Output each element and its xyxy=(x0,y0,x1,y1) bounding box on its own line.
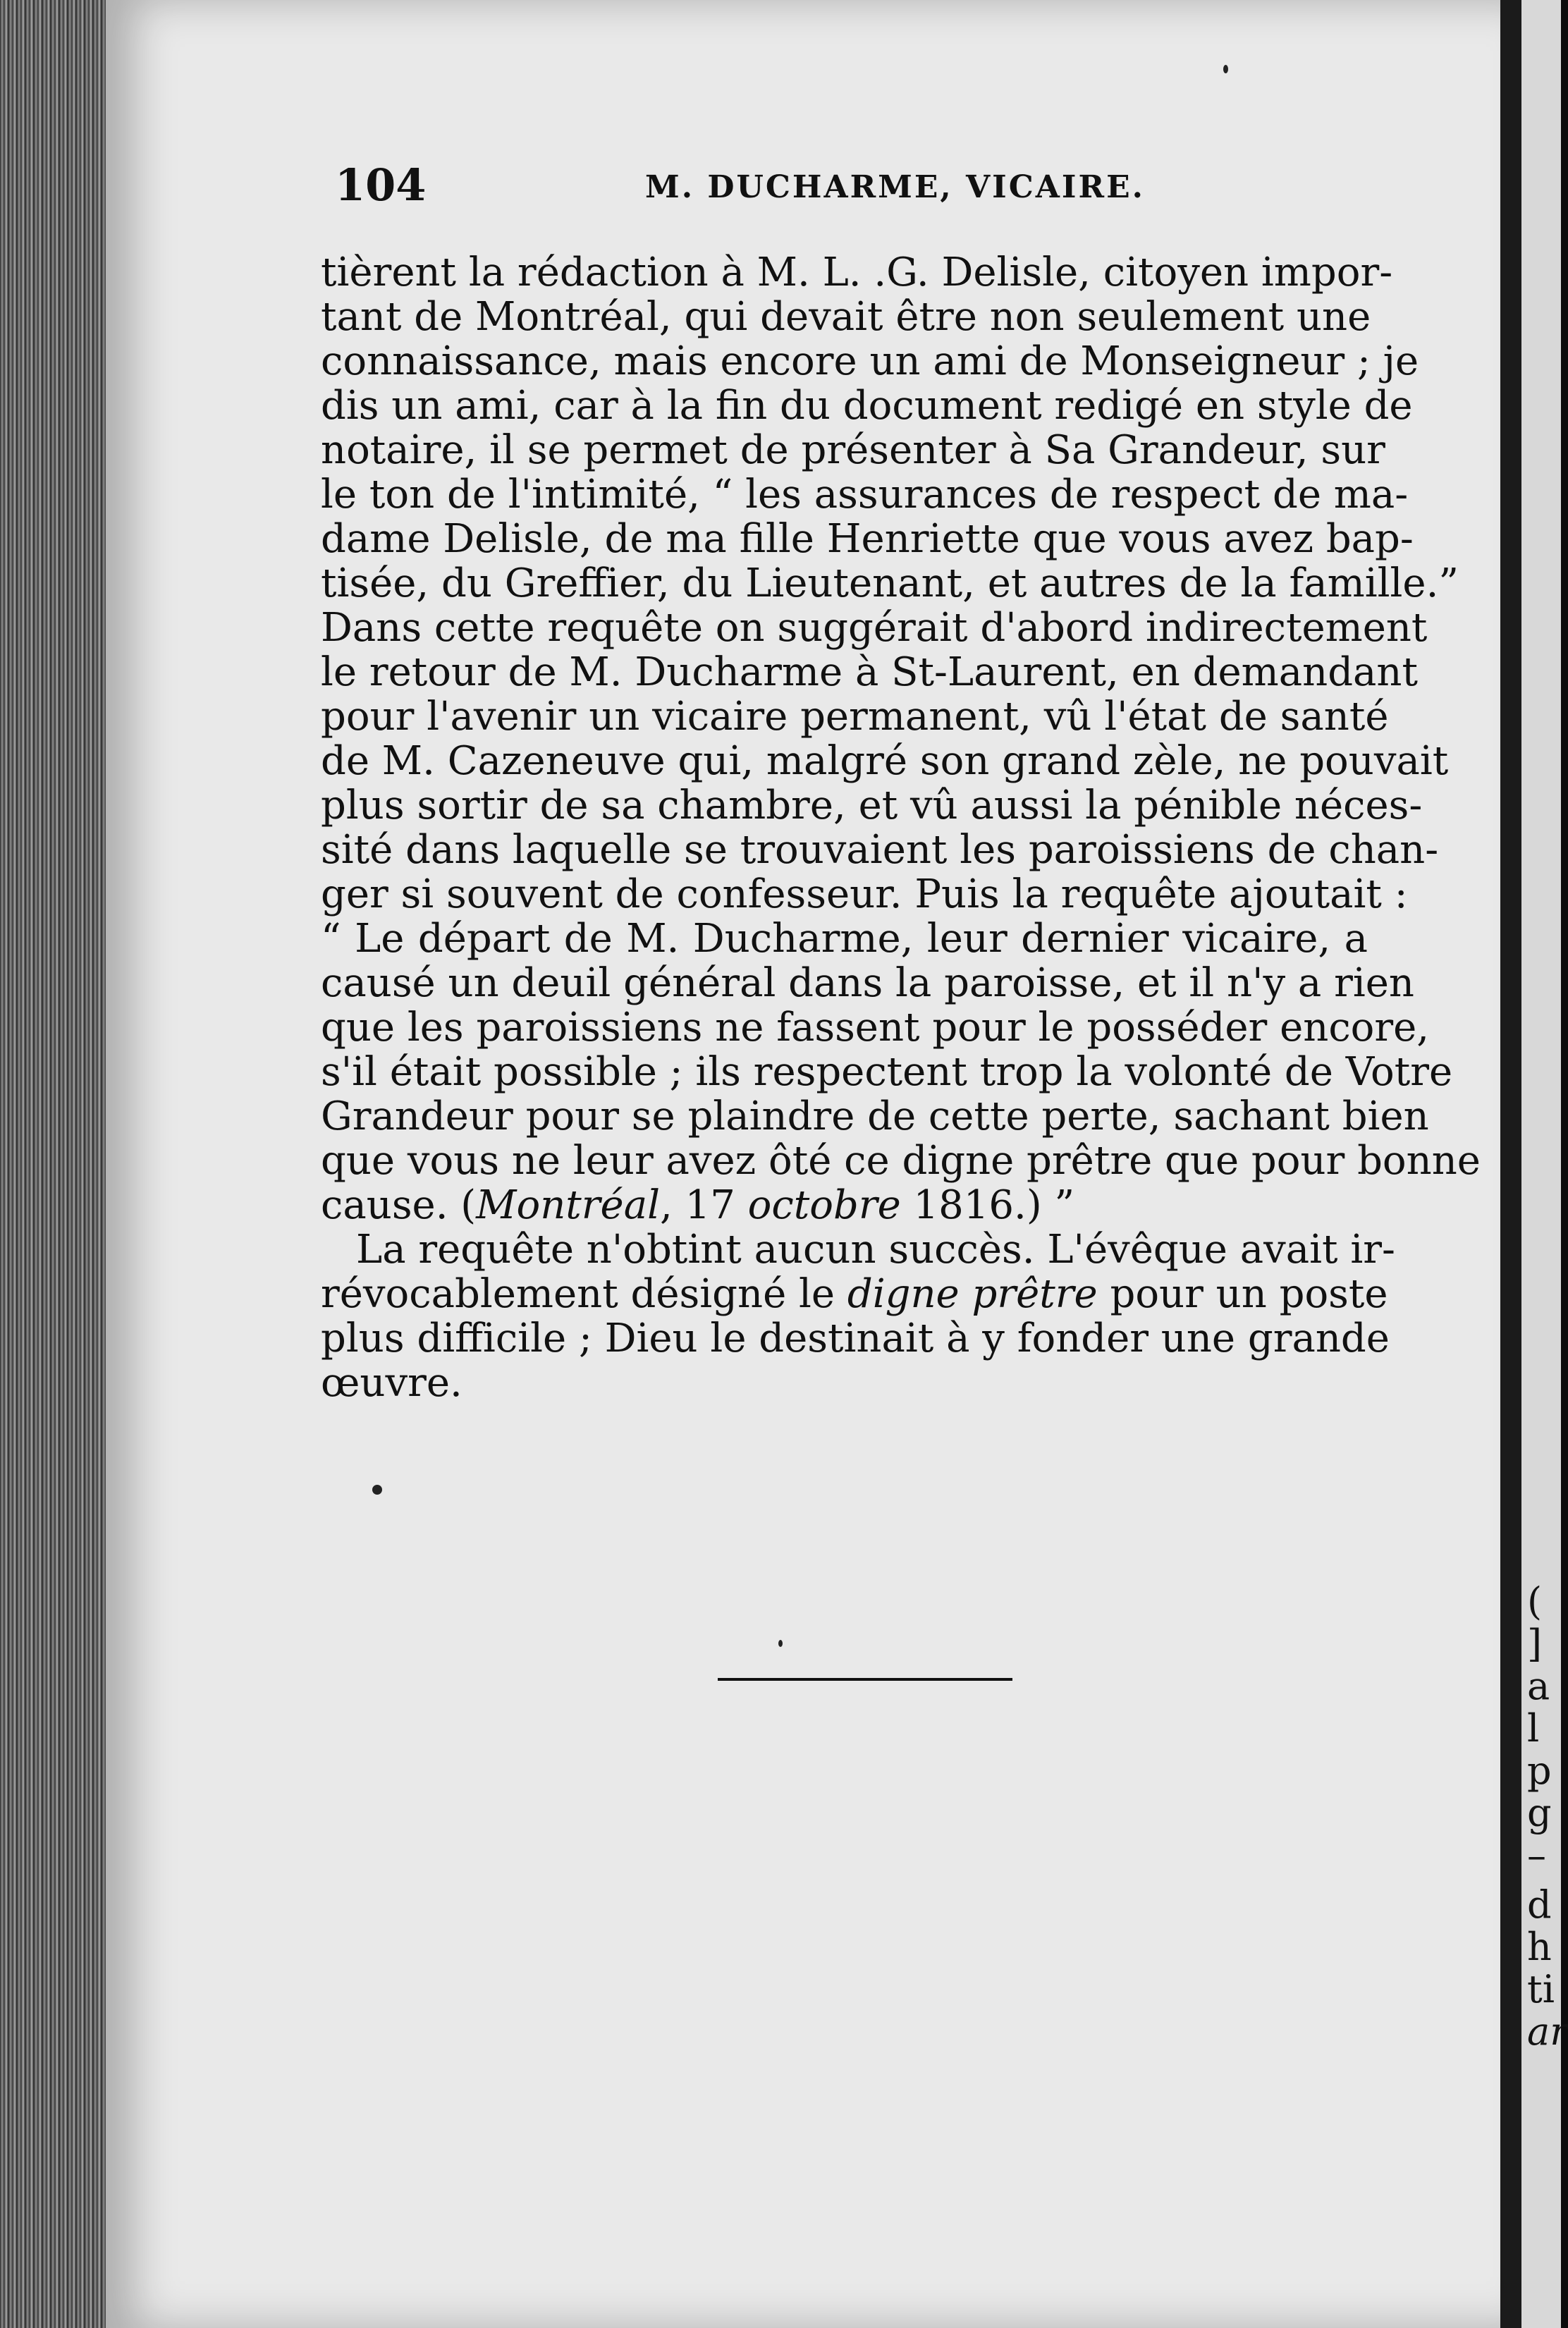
facing-page-fragment: h xyxy=(1527,1925,1552,1969)
body-text xyxy=(321,250,1481,1406)
section-rule xyxy=(718,1678,1012,1681)
facing-page-fragment: d xyxy=(1527,1882,1552,1927)
text-line: de M. Cazeneuve qui, malgré son grand zèle, ne pouvait xyxy=(321,738,1449,784)
text-line: tant de Montréal, qui devait être non seulement une xyxy=(321,294,1371,340)
text-line: ger si souvent de confesseur. Puis la requête ajoutait : xyxy=(321,871,1408,917)
text-fragment: cause. ( xyxy=(321,1182,477,1228)
text-line: le ton de l'intimité, “ les assurances de respect de ma- xyxy=(321,472,1409,517)
text-line: s'il était possible ; ils respectent trop la volonté de Votre xyxy=(321,1049,1453,1095)
text-line: tisée, du Greffier, du Lieutenant, et autres de la famille.” xyxy=(321,560,1459,606)
text-fragment: , 17 xyxy=(660,1182,748,1228)
page-header xyxy=(335,159,1364,209)
text-line: “ Le départ de M. Ducharme, leur dernier vicaire, a xyxy=(321,916,1368,962)
ink-speck xyxy=(778,1640,783,1647)
page-number: 104 xyxy=(335,159,427,211)
text-line: Grandeur pour se plaindre de cette perte, sachant bien xyxy=(321,1093,1429,1139)
text-fragment: pour un poste xyxy=(1097,1271,1388,1317)
ink-speck xyxy=(1223,65,1228,73)
text-line: pour l'avenir un vicaire permanent, vû l'état de santé xyxy=(321,694,1389,740)
italic-month: octobre xyxy=(747,1182,901,1228)
text-line: plus difficile ; Dieu le destinait à y fonder une grande xyxy=(321,1316,1390,1361)
facing-page-fragment: l xyxy=(1527,1706,1540,1751)
text-line: dis un ami, car à la fin du document redigé en style de xyxy=(321,383,1413,429)
facing-page-fragment: – xyxy=(1527,1833,1546,1877)
text-fragment: 1816.) ” xyxy=(900,1182,1075,1228)
facing-page-fragment: a xyxy=(1527,1664,1550,1708)
facing-page-fragment: g xyxy=(1527,1791,1552,1835)
text-line: connaissance, mais encore un ami de Monseigneur ; je xyxy=(321,338,1419,384)
text-line: œuvre. xyxy=(321,1360,463,1406)
text-line: notaire, il se permet de présenter à Sa Grandeur, sur xyxy=(321,427,1385,473)
text-line: causé un deuil général dans la paroisse, et il n'y a rien xyxy=(321,960,1414,1006)
text-line-date xyxy=(321,1183,1368,1227)
text-line: La requête n'obtint aucun succès. L'évêque avait ir- xyxy=(356,1227,1395,1273)
italic-phrase: digne prêtre xyxy=(847,1271,1098,1317)
italic-place: Montréal xyxy=(476,1182,660,1228)
text-line xyxy=(321,1271,1388,1317)
facing-page-fragment: ( xyxy=(1527,1579,1543,1624)
text-line: que vous ne leur avez ôté ce digne prêtre que pour bonne xyxy=(321,1138,1481,1184)
text-line: le retour de M. Ducharme à St-Laurent, en demandant xyxy=(321,649,1418,695)
text-line: dame Delisle, de ma fille Henriette que vous avez bap- xyxy=(321,516,1414,562)
text-line: que les paroissiens ne fassent pour le posséder encore, xyxy=(321,1005,1430,1050)
text-line: sité dans laquelle se trouvaient les paroissiens de chan- xyxy=(321,827,1439,873)
facing-page-fragment: ar xyxy=(1527,2009,1568,2054)
facing-page-fragment: p xyxy=(1527,1748,1552,1793)
text-line: tièrent la rédaction à M. L. .G. Delisle, citoyen impor- xyxy=(321,250,1393,295)
text-fragment: révocablement désigné le xyxy=(321,1271,847,1317)
running-title: M. DUCHARME, VICAIRE. xyxy=(645,169,1145,205)
page-stack-edge xyxy=(0,0,120,2328)
book-gutter xyxy=(1500,0,1521,2328)
facing-page-fragment: ti xyxy=(1527,1967,1555,2011)
facing-page-fragment: ] xyxy=(1527,1622,1543,1666)
text-line: Dans cette requête on suggérait d'abord indirectement xyxy=(321,605,1428,651)
text-line: plus sortir de sa chambre, et vû aussi la pénible néces- xyxy=(321,783,1423,828)
ink-speck xyxy=(372,1485,382,1495)
facing-page-edge xyxy=(1521,0,1568,2328)
